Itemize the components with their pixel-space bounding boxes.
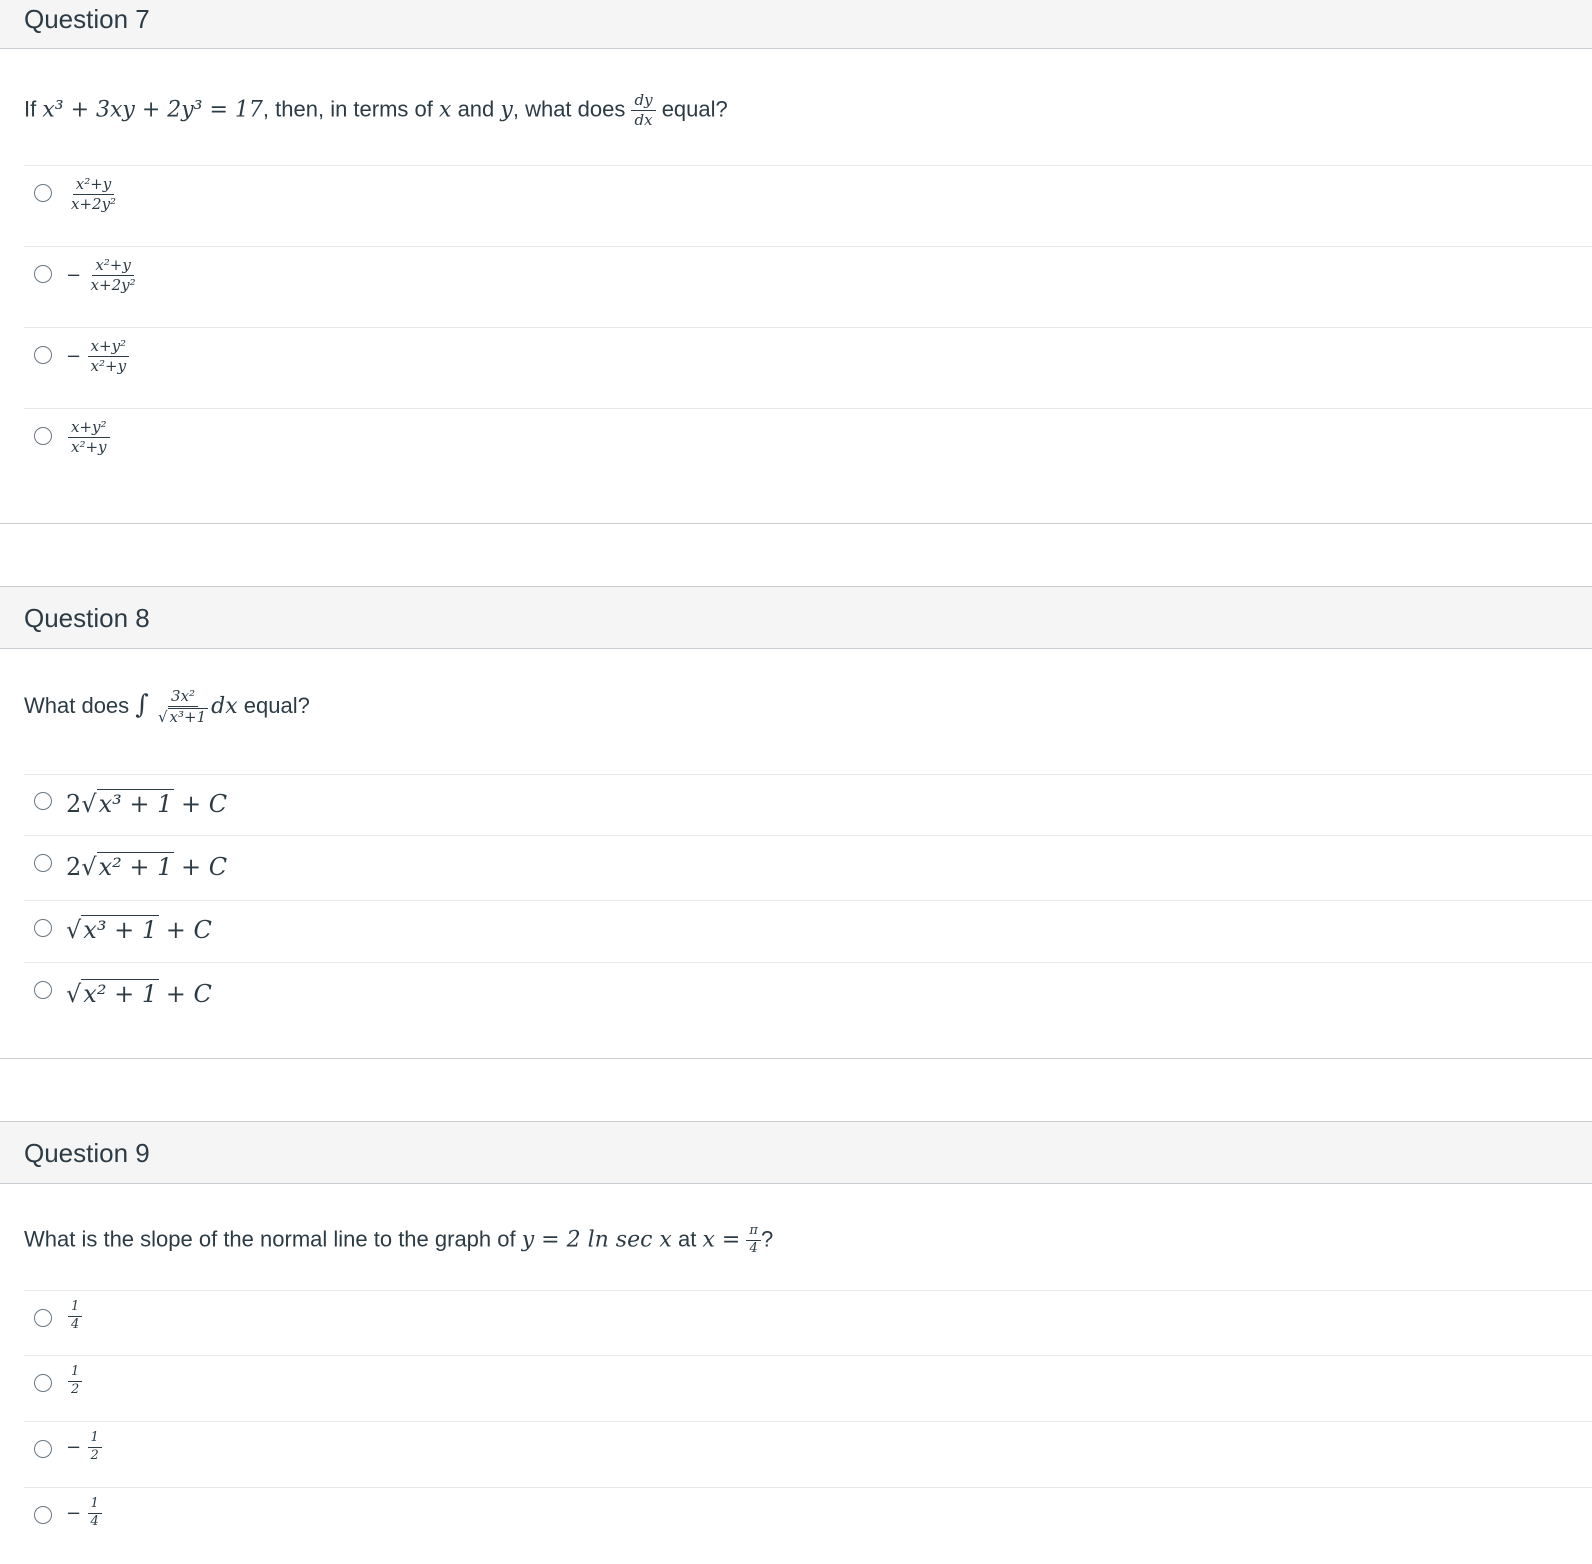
sqrt-icon: √ — [66, 980, 82, 1008]
option-fraction: $\frac{\text{x²+y}}{\text{x+2y²}}$ — [71, 175, 117, 214]
question-title: Question 8 — [24, 603, 150, 633]
sqrt-icon: √ — [157, 708, 168, 727]
option-fraction: $\frac{\text{x+y²}}{\text{x²+y}}$ — [88, 338, 130, 376]
radio-button[interactable] — [34, 1506, 52, 1524]
answer-option[interactable]: 2 √ x² + 1 + C — [24, 835, 1592, 900]
radio-button[interactable] — [34, 792, 52, 810]
answer-option[interactable]: √ x² + 1 + C — [24, 962, 1592, 1027]
answer-option[interactable]: 2 √ x³ + 1 + C — [24, 774, 1592, 835]
option-fraction: $\frac{1}{2}$ — [68, 1365, 82, 1398]
question-9-prompt: What is the slope of the normal line to the graph of y = 2 ln sec x at x = $\frac{\pi}{4}$ ? — [24, 1223, 774, 1256]
option-fraction: $\frac{\text{x+y²}}{\text{x²+y}}$ — [68, 419, 110, 457]
option-fraction: $\frac{\text{x²+y}}{\text{x+2y²}}$ — [90, 256, 136, 295]
answer-option[interactable]: − $\frac{\text{x+y²}}{\text{x²+y}}$ — [24, 327, 1592, 408]
sqrt-icon: √ — [81, 790, 97, 818]
question-title: Question 9 — [24, 1138, 150, 1168]
answer-option[interactable] — [24, 165, 1592, 246]
question-7-prompt: If x³ + 3xy + 2y³ = 17, then, in terms of x and y, what does $\frac{dy}{dx}$ equal? — [24, 91, 728, 130]
question-9-header — [0, 1121, 1592, 1184]
integrand-fraction: 3x² √ x³+1 — [157, 687, 207, 727]
radio-button[interactable] — [34, 184, 52, 202]
radio-button[interactable] — [34, 1440, 52, 1458]
answer-option[interactable] — [24, 1290, 1592, 1355]
radio-button[interactable] — [34, 919, 52, 937]
radio-button[interactable] — [34, 346, 52, 364]
answer-option[interactable] — [24, 408, 1592, 489]
question-8-prompt: What does ∫ 3x² √ x³+1 dx equal? — [24, 687, 310, 727]
answer-option[interactable]: − $\frac{\text{x²+y}}{\text{x+2y²}}$ — [24, 246, 1592, 327]
derivative-fraction: $\frac{dy}{dx}$ — [631, 92, 655, 130]
option-fraction: $\frac{1}{4}$ — [68, 1300, 82, 1333]
sqrt-icon: √ — [66, 916, 82, 944]
sqrt-icon: √ — [81, 853, 97, 881]
radio-button[interactable] — [34, 1374, 52, 1392]
option-fraction: $\frac{1}{4}$ — [88, 1497, 102, 1530]
radio-button[interactable] — [34, 1309, 52, 1327]
question-title: Question 7 — [24, 4, 150, 34]
answer-option[interactable]: − $\frac{1}{4}$ — [24, 1487, 1592, 1553]
question-7-header — [0, 0, 1592, 49]
radio-button[interactable] — [34, 854, 52, 872]
question-divider — [0, 1058, 1592, 1059]
answer-option[interactable]: √ x³ + 1 + C — [24, 900, 1592, 962]
radio-button[interactable] — [34, 981, 52, 999]
question-divider — [0, 523, 1592, 524]
equation: x³ + 3xy + 2y³ = 17 — [42, 97, 263, 123]
radio-button[interactable] — [34, 427, 52, 445]
pi-fraction: $\frac{\pi}{4}$ — [746, 1224, 761, 1257]
option-fraction: $\frac{1}{2}$ — [88, 1431, 102, 1464]
question-8-header — [0, 586, 1592, 649]
equation: y = 2 ln sec x — [521, 1227, 672, 1253]
radio-button[interactable] — [34, 265, 52, 283]
answer-option[interactable] — [24, 1355, 1592, 1421]
integral-sign: ∫ — [135, 690, 149, 721]
answer-option[interactable]: − $\frac{1}{2}$ — [24, 1421, 1592, 1487]
